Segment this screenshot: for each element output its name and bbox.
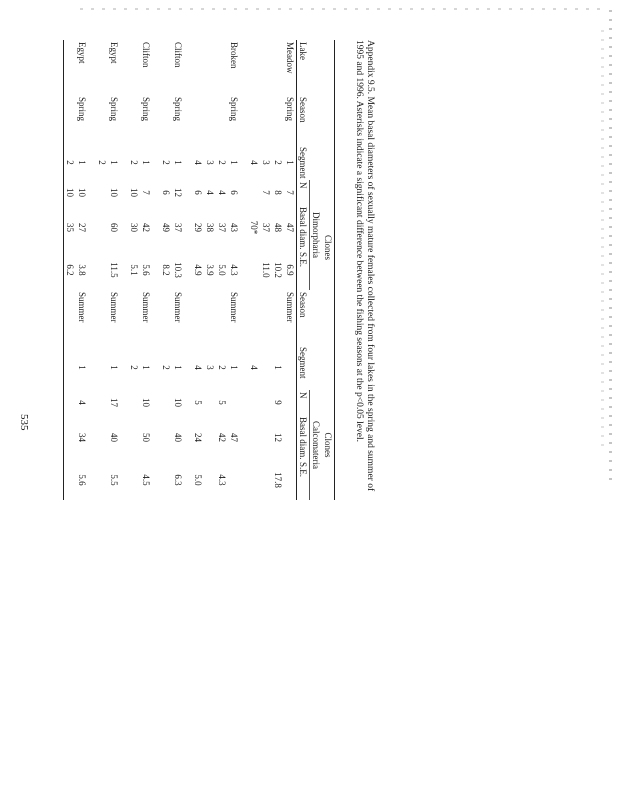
table-cell: 47 [285,222,295,232]
table-cell: 6 [229,190,239,195]
table-cell: 70* [249,220,259,235]
table-cell [128,390,140,415]
table-cell [152,415,160,460]
table-row [76,40,88,500]
table-cell [184,250,192,290]
table-cell: 37 [261,222,271,232]
table-cell [204,390,216,415]
table-cell: 29 [193,222,203,232]
table-row [108,40,120,500]
table-cell [260,460,272,500]
table-row [272,40,284,500]
table-cell [120,145,128,180]
table-cell: 37 [173,222,183,232]
table-cell: 3 [205,365,215,370]
table-cell: 43 [229,222,239,232]
table-cell [120,345,128,390]
table-row [216,40,228,500]
table-cell [88,415,96,460]
table-row [228,40,240,500]
table-cell [248,460,260,500]
column-header-row [297,40,310,500]
column-header: N [297,180,310,205]
table-cell: 27 [77,222,87,232]
table-cell [192,40,204,95]
table-cell: Summer [109,291,119,323]
table-cell [120,415,128,460]
column-header: S.E. [297,460,310,500]
table-cell: 40 [173,432,183,442]
table-cell: 1 [109,365,119,370]
table-row [128,40,140,500]
table-cell [284,460,297,500]
table-cell [88,145,96,180]
table-cell [96,390,108,415]
table-cell: 6.9 [285,264,295,276]
table-cell [152,460,160,500]
table-cell: 4.9 [193,264,203,276]
table-cell [120,180,128,205]
table-cell: Clifton [173,42,183,68]
table-cell: 17 [109,397,119,407]
table-cell: 1 [141,160,151,165]
table-cell [240,180,248,205]
table-cell [248,290,260,345]
table-cell: 1 [285,160,295,165]
table-cell [160,415,172,460]
table-cell: 8.2 [161,264,171,276]
table-cell [96,95,108,145]
table-cell [240,345,248,390]
table-row [248,40,260,500]
table-cell [204,290,216,345]
table-cell [248,40,260,95]
table-cell: 2 [217,160,227,165]
column-header: Segment [297,345,310,390]
table-cell: 8 [273,190,283,195]
table-cell: 2 [97,160,107,165]
table-cell: Clifton [141,42,151,68]
table-cell [228,390,240,415]
table-cell [96,250,108,290]
table-cell [216,290,228,345]
table-cell: Broken [229,42,239,69]
table-cell [240,40,248,95]
table-cell: 1 [229,365,239,370]
table-cell [160,460,172,500]
table-cell: 5.1 [129,264,139,276]
table-cell [152,180,160,205]
table-row [284,40,297,500]
table-cell: 35 [64,205,77,250]
table-row [140,40,152,500]
table-cell: 5.6 [141,264,151,276]
table-row [160,40,172,500]
table-cell [120,250,128,290]
table-cell [284,345,297,390]
table-cell [152,345,160,390]
table-cell: Summer [141,291,151,323]
table-cell: 10.3 [173,262,183,278]
table-row [96,40,108,500]
table-cell [260,290,272,345]
table-cell [240,390,248,415]
table-cell [64,95,77,145]
table-cell: 1 [77,365,87,370]
table-cell [120,95,128,145]
table-cell [192,95,204,145]
table-cell: 6 [193,190,203,195]
table-cell [240,145,248,180]
table-cell [88,290,96,345]
table-cell [272,95,284,145]
data-table [63,40,335,500]
table-cell: 4.3 [229,264,239,276]
table-cell [184,95,192,145]
table-row [192,40,204,500]
table-cell [228,460,240,500]
table-cell [272,290,284,345]
table-cell [184,460,192,500]
table-cell [64,415,77,460]
table-cell [204,40,216,95]
table-cell: 5.6 [77,474,87,486]
table-cell [88,40,96,95]
table-cell [184,415,192,460]
table-cell: 4 [205,190,215,195]
table-cell [152,250,160,290]
table-cell [88,250,96,290]
table-cell: 12 [273,432,283,442]
table-cell: Spring [77,97,87,122]
table-cell [152,205,160,250]
table-cell [64,390,77,415]
table-cell [240,460,248,500]
table-cell [260,40,272,95]
table-cell [88,345,96,390]
table-cell [216,40,228,95]
table-cell: 2 [161,365,171,370]
table-cell: 5 [193,400,203,405]
table-cell [184,145,192,180]
table-cell [64,345,77,390]
scan-artifact-edge-2 [601,30,604,450]
table-cell [152,40,160,95]
table-cell: 7 [141,190,151,195]
table-cell: 11.0 [261,262,271,278]
table-cell: 2 [129,365,139,370]
table-cell [284,390,297,415]
table-cell [240,290,248,345]
table-cell [128,415,140,460]
group-header-row [322,40,335,500]
subgroup-header-row [310,40,323,500]
table-cell: 1 [77,160,87,165]
table-cell: 10.2 [273,262,283,278]
table-cell [152,95,160,145]
table-cell: 9 [273,400,283,405]
table-cell: 1 [173,160,183,165]
table-cell: 1 [273,365,283,370]
table-cell: 38 [205,222,215,232]
table-cell: 1 [109,160,119,165]
table-cell [260,95,272,145]
column-header: Basal diam. [298,416,308,460]
table-body [64,40,297,500]
table-cell: 2 [161,160,171,165]
table-cell [64,290,77,345]
table-cell [216,95,228,145]
table-cell: 4 [249,365,259,370]
table-cell [88,95,96,145]
table-cell: 6.3 [173,474,183,486]
table-cell [96,460,108,500]
table-cell [284,415,297,460]
table-cell [260,345,272,390]
table-cell: 34 [77,432,87,442]
table-cell [160,290,172,345]
table-cell [120,290,128,345]
table-cell: 2 [64,145,77,180]
table-cell [240,205,248,250]
table-cell: 17.8 [273,472,283,488]
table-cell: 1 [229,160,239,165]
table-cell: 7 [285,190,295,195]
table-cell [248,180,260,205]
table-cell: 4.5 [141,474,151,486]
table-cell [96,180,108,205]
table-cell: 3.8 [77,264,87,276]
table-cell [248,95,260,145]
table-cell: 10 [129,187,139,197]
table-cell: 10 [64,180,77,205]
column-header: N [297,390,310,415]
table-cell [128,290,140,345]
table-cell: 10 [109,187,119,197]
table-cell: 4 [217,190,227,195]
table-cell [184,180,192,205]
table-cell [240,415,248,460]
table-cell: 3.9 [205,264,215,276]
table-cell: Spring [285,97,295,122]
table-cell: 3 [205,160,215,165]
column-header: Season [297,95,310,145]
table-caption: Appendix 9.5. Mean basal diameters of sexually mature females collected from four lakes in the spring and summer of 1995 and 1996. Asterisks indicate a significant difference between the fishing seasons at the p<0.05 level. [354,40,375,492]
table-cell [64,460,77,500]
table-cell [88,205,96,250]
table-cell: 24 [193,432,203,442]
table-cell [96,40,108,95]
table-row [204,40,216,500]
table-cell [204,95,216,145]
table-cell [272,40,284,95]
table-cell: 5.0 [217,264,227,276]
table-cell [248,415,260,460]
table-cell: 4.3 [217,474,227,486]
table-cell [88,390,96,415]
table-cell: 42 [141,222,151,232]
table-cell: Meadow [285,42,295,74]
subgroup-header-left: Dimorpharia [310,180,323,290]
table-cell: 3 [261,160,271,165]
table-cell: Spring [141,97,151,122]
table-cell [240,250,248,290]
table-cell [184,40,192,95]
table-cell: 10 [141,397,151,407]
table-cell [96,205,108,250]
table-cell: 5.5 [109,474,119,486]
table-cell: 48 [273,222,283,232]
table-cell [64,40,77,95]
table-cell [128,95,140,145]
table-cell [88,180,96,205]
table-cell: 4 [249,160,259,165]
table-cell [96,290,108,345]
table-cell: Summer [229,291,239,323]
table-cell: 1 [141,365,151,370]
table-cell [184,290,192,345]
table-cell [204,415,216,460]
table-cell: Spring [229,97,239,122]
column-header: Lake [297,40,310,95]
table-cell: 10 [77,187,87,197]
table-cell: 30 [129,222,139,232]
table-cell [152,290,160,345]
subgroup-header-right: Calcomateria [310,390,323,500]
table-cell: 50 [141,432,151,442]
table-cell [248,250,260,290]
table-cell [248,390,260,415]
table-cell: 40 [109,432,119,442]
table-cell: Egypt [109,42,119,64]
table-cell [120,460,128,500]
table-cell: 4 [193,160,203,165]
table-cell: Spring [109,97,119,122]
table-cell [96,415,108,460]
table-cell: 6 [161,190,171,195]
scan-artifact-top [80,8,600,10]
scan-artifact-edge [609,10,612,480]
rotated-page-content [65,40,375,500]
table-cell: 11.5 [109,262,119,278]
spacer-row [88,40,96,500]
column-header: S.E. [297,250,310,290]
table-cell: 6.2 [64,250,77,290]
table-cell: 5 [217,400,227,405]
table-row [64,40,77,500]
table-cell: 5.0 [193,474,203,486]
table-cell [120,390,128,415]
table-cell [120,40,128,95]
spacer-row [120,40,128,500]
table-cell [184,205,192,250]
table-cell: 2 [129,160,139,165]
table-row [260,40,272,500]
table-cell: Summer [285,291,295,323]
table-cell [184,390,192,415]
table-cell [260,390,272,415]
table-cell [192,290,204,345]
table-cell: 2 [273,160,283,165]
table-cell [160,390,172,415]
table-cell [88,460,96,500]
column-header: Basal diam. [298,206,308,250]
group-header-right: Clones [322,390,335,500]
table-cell [260,415,272,460]
table-cell: 37 [217,222,227,232]
table-cell: 47 [229,432,239,442]
table-cell [184,345,192,390]
group-header-left: Clones [322,205,335,290]
column-header: Segment [298,147,309,179]
page-number: 535 [18,414,30,431]
table-cell: 60 [109,222,119,232]
table-cell [240,95,248,145]
column-header: Season [297,290,310,345]
table-cell [152,145,160,180]
table-cell: 7 [261,190,271,195]
table-cell [120,205,128,250]
table-cell: Spring [173,97,183,122]
table-cell [160,40,172,95]
table-cell: Summer [77,291,87,323]
table-cell: 12 [173,187,183,197]
table-cell: 2 [217,365,227,370]
table-cell: 42 [217,432,227,442]
spacer-row [240,40,248,500]
table-cell [96,345,108,390]
table-cell: 49 [161,222,171,232]
table-cell [160,95,172,145]
table-cell: 1 [173,365,183,370]
table-cell: Egypt [77,42,87,64]
table-cell [128,40,140,95]
table-cell [128,460,140,500]
table-cell: Summer [173,291,183,323]
table-row [172,40,184,500]
table-cell: 10 [173,397,183,407]
table-cell [204,460,216,500]
table-cell [152,390,160,415]
spacer-row [184,40,192,500]
spacer-row [152,40,160,500]
table-cell: 4 [77,400,87,405]
table-cell: 4 [193,365,203,370]
